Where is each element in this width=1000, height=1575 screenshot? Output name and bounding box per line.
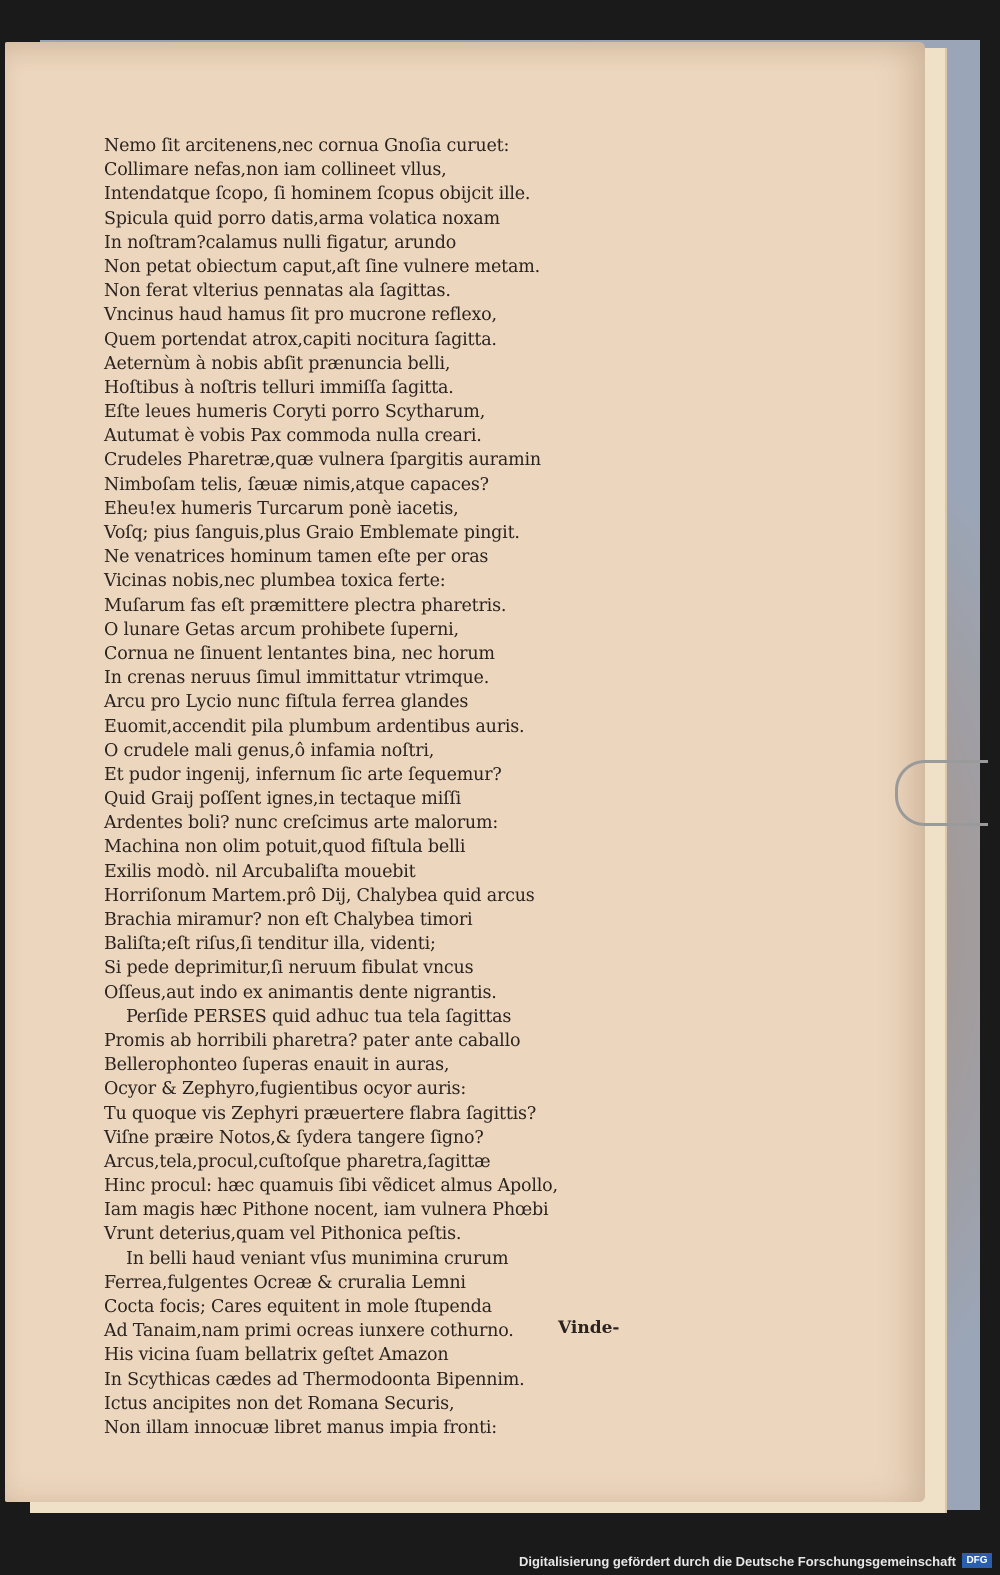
text-line: Tu quoque vis Zephyri præuertere flabra ſagittis? (104, 1103, 537, 1124)
text-line: His vicina ſuam bellatrix geſtet Amazon (104, 1345, 449, 1366)
text-line: Vicinas nobis,nec plumbea toxica ferte: (104, 571, 446, 592)
text-line: Non petat obiectum caput,aſt ſine vulnere metam. (104, 256, 540, 277)
text-line: Nemo ſit arcitenens,nec cornua Gnoſia curuet: (104, 136, 510, 156)
dfg-logo: DFG (962, 1553, 992, 1568)
text-line: In Scythicas cædes ad Thermodoonta Bipennim. (104, 1369, 525, 1390)
text-line: Bellerophonteo ſuperas enauit in auras, (104, 1055, 450, 1076)
text-line: Iam magis hæc Pithone nocent, iam vulnera Phœbi (104, 1200, 549, 1221)
text-line: Aeternùm à nobis abſit prænuncia belli, (104, 353, 451, 374)
footer-bar (0, 1548, 1000, 1575)
text-line: Eheu!ex humeris Turcarum ponè iacetis, (104, 498, 459, 519)
paper-clip (895, 760, 988, 826)
text-line: Baliſta;eſt riſus,ſi tenditur illa, videnti; (104, 934, 436, 955)
text-line: Eſte leues humeris Coryti porro Scytharum, (104, 402, 486, 423)
text-line: Hoſtibus à noſtris telluri immiſſa ſagitta. (104, 377, 454, 398)
text-line: Ne venatrices hominum tamen eſte per oras (104, 547, 489, 568)
text-line: Ictus ancipites non det Romana Securis, (104, 1393, 455, 1414)
text-line: Ocyor & Zephyro,fugientibus ocyor auris: (104, 1079, 467, 1100)
text-line: In belli haud veniant vſus munimina crurum (126, 1248, 509, 1269)
text-line: Collimare nefas,non iam collineet vllus, (104, 160, 447, 181)
text-line: In crenas neruus ſimul immittatur vtrimque. (104, 668, 490, 689)
text-line: Horriſonum Martem.prô Dij, Chalybea quid arcus (104, 885, 535, 906)
text-line: Si pede deprimitur,ſi neruum fibulat vncus (104, 958, 474, 979)
text-line: Hinc procul: hæc quamuis ſibi vẽdicet almus Apollo, (104, 1176, 558, 1197)
text-line: Machina non olim potuit,quod fiſtula belli (104, 837, 466, 858)
text-line: O lunare Getas arcum prohibete ſuperni, (104, 619, 459, 640)
text-line: O crudele mali genus,ô infamia noſtri, (104, 740, 435, 761)
catchword: Vinde- (558, 1318, 620, 1338)
text-line: Vrunt deterius,quam vel Pithonica peſtis. (104, 1224, 462, 1245)
text-line: Cocta focis; Cares equitent in mole ſtupenda (104, 1297, 492, 1317)
text-line: Promis ab horribili pharetra? pater ante caballo (104, 1030, 521, 1051)
text-line: Intendatque ſcopo, ſi hominem ſcopus obijcit ille. (104, 184, 531, 205)
text-line: Brachia miramur? non eſt Chalybea timori (104, 910, 473, 930)
text-line: Arcus,tela,procul,cuſtoſque pharetra,ſagittæ (104, 1151, 491, 1172)
text-line: Quem portendat atrox,capiti nocitura ſagitta. (104, 329, 497, 350)
text-line: Quid Graij poſſent ignes,in tectaque miſſi (104, 789, 462, 810)
text-line: Autumat è vobis Pax commoda nulla creari. (104, 426, 482, 447)
text-line: Cornua ne ſinuent lentantes bina, nec horum (104, 643, 495, 664)
funding-notice: Digitalisierung gefördert durch die Deutsche Forschungsgemeinschaft (518, 1554, 956, 1569)
text-line: Muſarum fas eſt præmittere plectra pharetris. (104, 595, 507, 616)
text-line: Viſne præire Notos,& ſydera tangere ſigno? (104, 1127, 484, 1148)
text-line: Nimboſam telis, ſæuæ nimis,atque capaces? (104, 474, 489, 495)
text-line: Ad Tanaim,nam primi ocreas iunxere cothurno. (104, 1321, 514, 1342)
text-line: Arcu pro Lycio nunc fiſtula ferrea glandes (104, 692, 469, 713)
text-line: Perſide PERSES quid adhuc tua tela ſagittas (126, 1006, 512, 1027)
text-line: Non illam innocuæ libret manus impia fronti: (104, 1417, 498, 1438)
text-line: In noſtram?calamus nulli figatur, arundo (104, 232, 457, 253)
text-line: Ardentes boli? nunc creſcimus arte malorum: (104, 813, 499, 834)
text-line: Non ferat vlterius pennatas ala ſagittas. (104, 281, 451, 302)
text-line: Euomit,accendit pila plumbum ardentibus auris. (104, 716, 525, 737)
text-line: Exilis modò. nil Arcubaliſta mouebit (104, 861, 416, 882)
text-line: Vncinus haud hamus ſit pro mucrone reflexo, (104, 305, 497, 326)
text-line: Spicula quid porro datis,arma volatica noxam (104, 208, 500, 229)
text-line: Crudeles Pharetræ,quæ vulnera ſpargitis auramin (104, 450, 541, 471)
text-line: Et pudor ingenij, infernum ſic arte ſequemur? (104, 764, 502, 785)
text-line: Oſſeus,aut indo ex animantis dente nigrantis. (104, 982, 497, 1003)
text-line: Ferrea,fulgentes Ocreæ & cruralia Lemni (104, 1272, 466, 1293)
text-line: Voſq; pius ſanguis,plus Graio Emblemate pingit. (104, 523, 520, 543)
poem-text (104, 134, 564, 1440)
